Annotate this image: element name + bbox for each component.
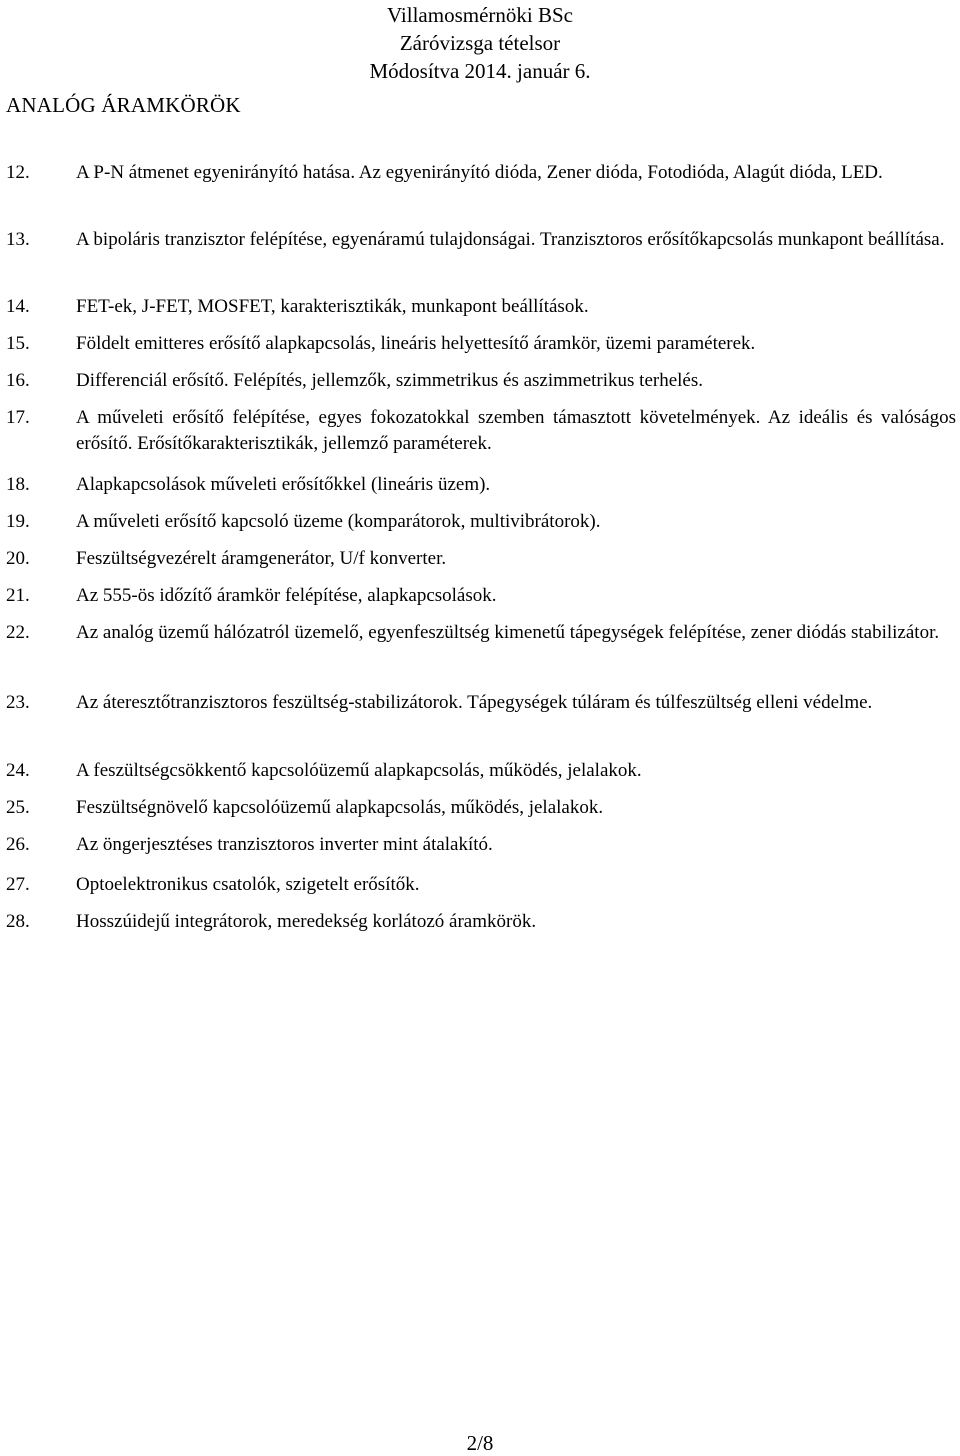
section-title: ANALÓG ÁRAMKÖRÖK [6,93,241,117]
item-number: 21. [6,585,30,606]
item-number: 28. [6,911,30,932]
item-number: 12. [6,162,30,183]
item-text: Az analóg üzemű hálózatról üzemelő, egyenfeszültség kimenetű tápegységek felépítése, zener diódás stabilizátor. [76,622,940,643]
item-number: 13. [6,229,30,250]
item-number: 22. [6,622,30,643]
item-text: Az öngerjesztéses tranzisztoros inverter mint átalakító. [76,834,493,855]
item-number: 16. [6,370,30,391]
page-number: 2/8 [466,1431,494,1455]
program-name: Villamosmérnöki BSc [387,3,573,27]
item-number: 27. [6,874,30,895]
item-text: Feszültségnövelő kapcsolóüzemű alapkapcsolás, működés, jelalakok. [76,797,604,818]
item-number: 26. [6,834,30,855]
item-text: A bipoláris tranzisztor felépítése, egyenáramú tulajdonságai. Tranzisztoros erősítőkapcsolás munkapont beállítása. [76,229,945,250]
item-number: 19. [6,511,30,532]
item-text: FET-ek, J-FET, MOSFET, karakterisztikák, munkapont beállítások. [76,296,589,317]
item-number: 14. [6,296,30,317]
item-number: 25. [6,797,30,818]
item-text: A P-N átmenet egyenirányító hatása. Az egyenirányító dióda, Zener dióda, Fotodióda, Alagút dióda, LED. [76,162,883,183]
item-number: 15. [6,333,30,354]
item-text: A feszültségcsökkentő kapcsolóüzemű alapkapcsolás, működés, jelalakok. [76,760,642,781]
item-text: Az áteresztőtranzisztoros feszültség-stabilizátorok. Tápegységek túláram és túlfeszültség elleni védelme. [76,692,873,713]
item-number: 17. [6,407,30,428]
item-text: Az 555-ös időzítő áramkör felépítése, alapkapcsolások. [76,585,497,606]
modification-date: Módosítva 2014. január 6. [369,59,591,83]
item-number: 24. [6,760,30,781]
item-text: Földelt emitteres erősítő alapkapcsolás, lineáris helyettesítő áramkör, üzemi paraméterek. [76,333,756,354]
document-title: Záróvizsga tételsor [399,31,561,55]
item-text: Differenciál erősítő. Felépítés, jellemzők, szimmetrikus és aszimmetrikus terhelés. [76,370,703,391]
item-number: 20. [6,548,30,569]
item-text: Optoelektronikus csatolók, szigetelt erősítők. [76,874,420,895]
item-number: 23. [6,692,30,713]
item-text: Feszültségvezérelt áramgenerátor, U/f konverter. [76,548,447,569]
item-text: Hosszúidejű integrátorok, meredekség korlátozó áramkörök. [76,911,537,932]
item-text: A műveleti erősítő kapcsoló üzeme (komparátorok, multivibrátorok). [76,511,601,532]
item-text: A műveleti erősítő felépítése, egyes fokozatokkal szemben támasztott követelmények. Az ideális és valóságos erősítő. Erősítőkarakterisztikák, jellemző paraméterek. [76,407,956,454]
item-number: 18. [6,474,30,495]
item-text: Alapkapcsolások műveleti erősítőkkel (lineáris üzem). [76,474,491,495]
